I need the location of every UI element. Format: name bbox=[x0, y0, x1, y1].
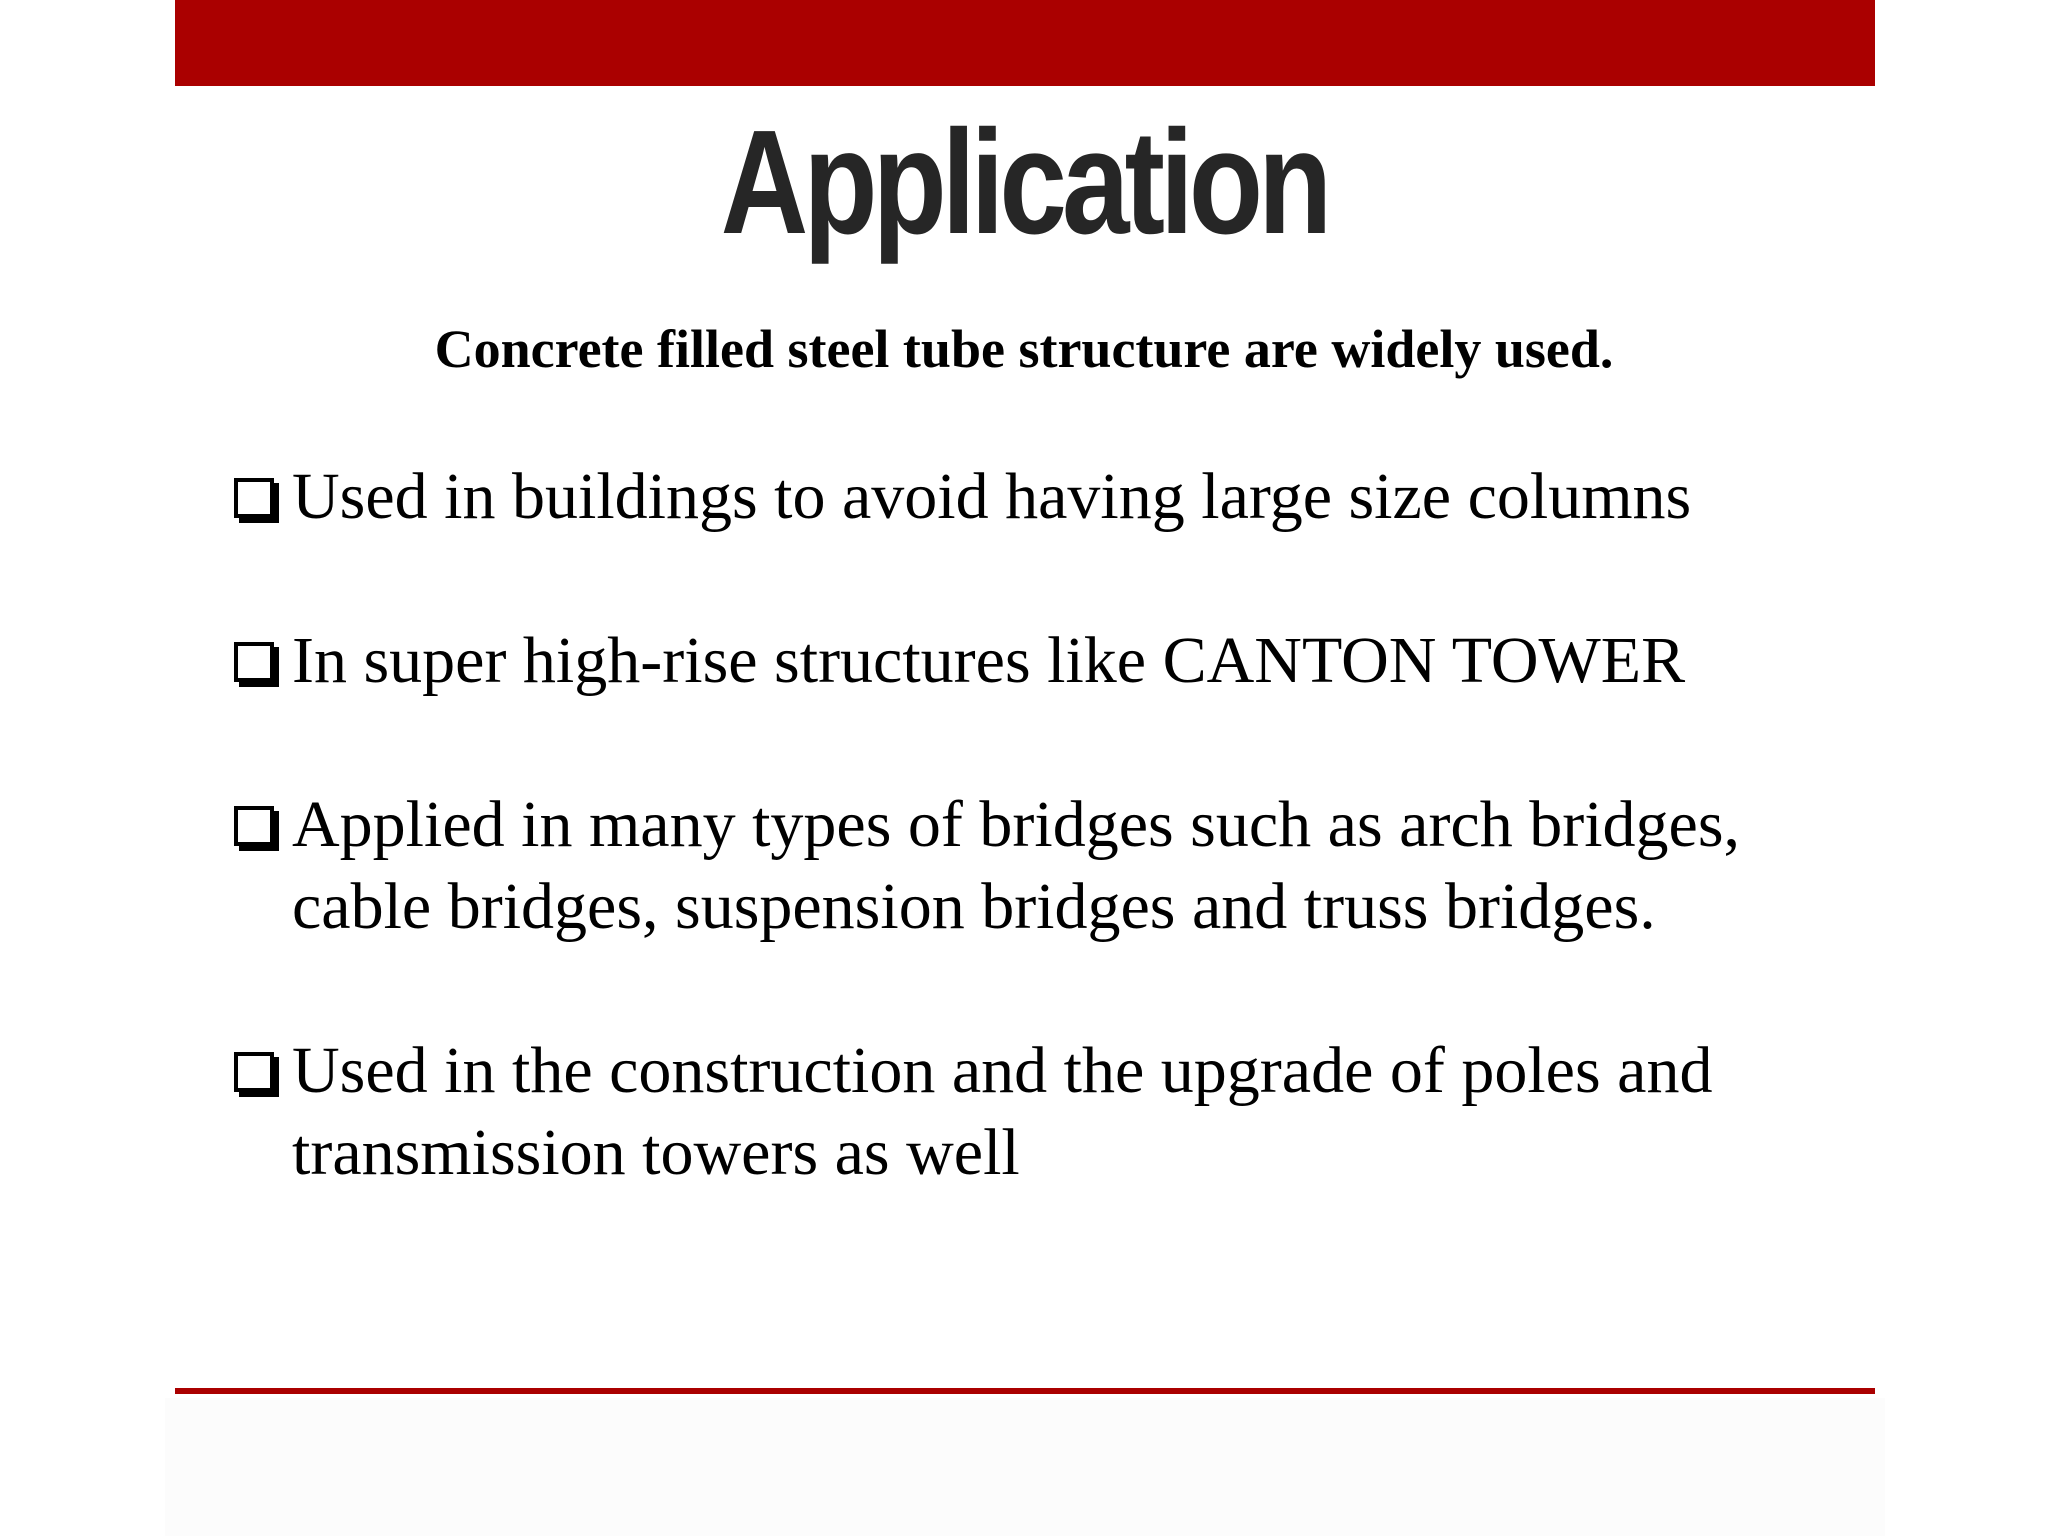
checkbox-icon bbox=[234, 1052, 274, 1092]
checkbox-icon bbox=[234, 478, 274, 518]
bullet-list bbox=[232, 456, 1852, 1194]
bottom-accent-line bbox=[175, 1388, 1875, 1394]
bullet-item bbox=[232, 620, 1852, 702]
bullet-item bbox=[232, 1030, 1852, 1194]
bullet-item bbox=[232, 456, 1852, 538]
slide-title: Application bbox=[720, 100, 1328, 265]
checkbox-icon bbox=[234, 642, 274, 682]
bullet-text: Used in buildings to avoid having large size columns bbox=[292, 460, 1692, 533]
footer-area bbox=[165, 1398, 1885, 1536]
bullet-text: Used in the construction and the upgrade of poles and transmission towers as well bbox=[292, 1034, 1713, 1189]
bullet-text: In super high-rise structures like CANTON TOWER bbox=[292, 624, 1686, 697]
checkbox-icon bbox=[234, 806, 274, 846]
bullet-item bbox=[232, 784, 1852, 948]
slide-subtitle: Concrete filled steel tube structure are widely used. bbox=[434, 319, 1614, 379]
bullet-text: Applied in many types of bridges such as arch bridges, cable bridges, suspension bridges and truss bridges. bbox=[292, 788, 1741, 943]
top-accent-bar bbox=[175, 0, 1875, 86]
